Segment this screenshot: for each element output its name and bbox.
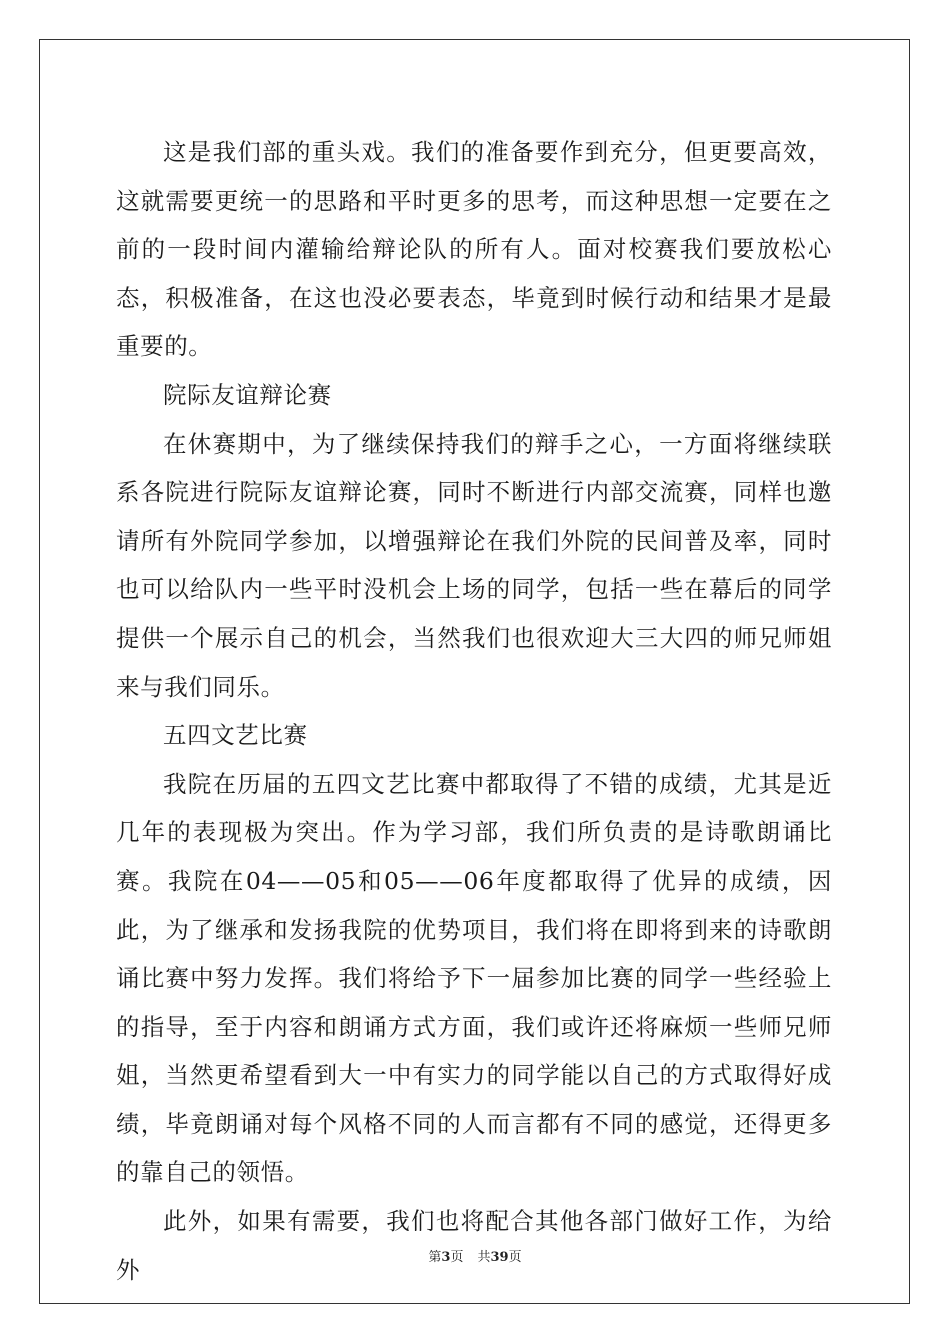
footer-page-number: 3 bbox=[441, 1250, 451, 1265]
footer-page-suffix: 页 bbox=[450, 1250, 464, 1265]
footer-page-prefix: 第 bbox=[428, 1250, 442, 1265]
paragraph-closing: 此外，如果有需要，我们也将配合其他各部门做好工作，为给外 bbox=[116, 1207, 832, 1284]
paragraph-arts: 我院在历届的五四文艺比赛中都取得了不错的成绩，尤其是近几年的表现极为突出。作为学习部，我们所负责的是诗歌朗诵比赛。我院在04——05和05——06年度都取得了优异的成绩，因此，为了继承和发扬我院的优势项目，我们将在即将到来的诗歌朗诵比赛中努力发挥。我们将给予下一届参加比赛的同学一些经验上的指导，至于内容和朗诵方式方面，我们或许还将麻烦一些师兄师姐，当然更希望看到大一中有实力的同学能以自己的方式取得好成绩，毕竟朗诵对每个风格不同的人而言都有不同的感觉，还得更多的靠自己的领悟。 bbox=[116, 769, 832, 1187]
document-body bbox=[116, 128, 832, 1294]
section-heading-debate: 院际友谊辩论赛 bbox=[163, 380, 332, 409]
section-heading-arts: 五四文艺比赛 bbox=[163, 721, 308, 750]
page-footer bbox=[0, 1246, 950, 1265]
paragraph-debate: 在休赛期中，为了继续保持我们的辩手之心，一方面将继续联系各院进行院际友谊辩论赛，同时不断进行内部交流赛，同样也邀请所有外院同学参加，以增强辩论在我们外院的民间普及率，同时也可以给队内一些平时没机会上场的同学，包括一些在幕后的同学提供一个展示自己的机会，当然我们也很欢迎大三大四的师兄师姐来与我们同乐。 bbox=[116, 429, 832, 701]
footer-total-pages: 39 bbox=[490, 1250, 509, 1265]
paragraph-intro: 这是我们部的重头戏。我们的准备要作到充分，但更要高效，这就需要更统一的思路和平时更多的思考，而这种思想一定要在之前的一段时间内灌输给辩论队的所有人。面对校赛我们要放松心态，积极准备，在这也没必要表态，毕竟到时候行动和结果才是最重要的。 bbox=[116, 138, 832, 361]
footer-total-prefix: 共 bbox=[477, 1250, 491, 1265]
footer-total-suffix: 页 bbox=[508, 1250, 522, 1265]
